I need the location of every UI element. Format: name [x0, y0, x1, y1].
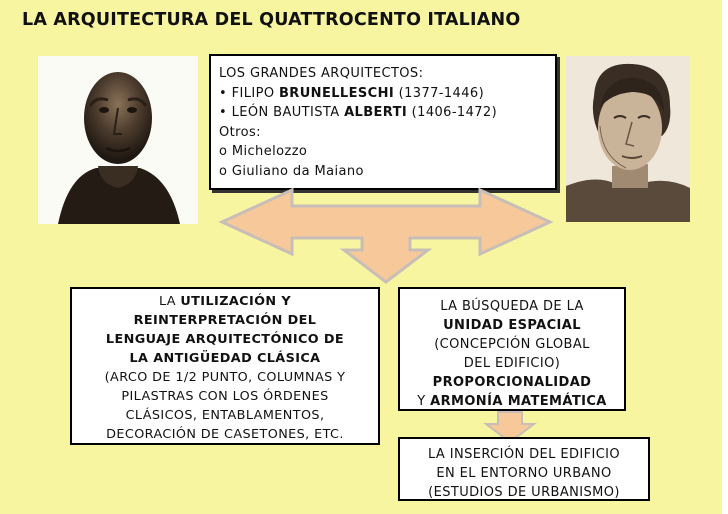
bullet-text: • FILIPO — [219, 85, 279, 101]
urban-line: EN EL ENTORNO URBANO — [436, 466, 612, 481]
unity-line: LA BÚSQUEDA DE LA — [440, 299, 584, 314]
language-line — [72, 292, 378, 311]
alberti-dates: (1406-1472) — [407, 105, 498, 120]
spatial-unity-box — [398, 287, 626, 411]
architects-box — [209, 54, 557, 190]
language-bold: REINTERPRETACIÓN DEL — [133, 313, 317, 328]
branching-arrow — [196, 186, 576, 286]
language-line — [72, 311, 378, 330]
language-line: DECORACIÓN DE CASETONES, ETC. — [106, 427, 344, 442]
unity-bold: PROPORCIONALIDAD — [432, 375, 592, 390]
brunelleschi-dates: (1377-1446) — [394, 85, 485, 101]
language-line: PILASTRAS CON LOS ÓRDENES — [121, 389, 329, 404]
page-title: LA ARQUITECTURA DEL QUATTROCENTO ITALIANO — [22, 10, 521, 30]
language-prefix: LA — [158, 294, 181, 309]
unity-prefix: Y — [417, 394, 431, 409]
unity-bold: UNIDAD ESPACIAL — [443, 318, 581, 333]
classical-language-box — [70, 287, 380, 445]
unity-line — [400, 316, 624, 335]
brunelleschi-portrait — [38, 56, 198, 224]
language-line: CLÁSICOS, ENTABLAMENTOS, — [125, 408, 325, 423]
language-bold: UTILIZACIÓN Y — [180, 294, 292, 309]
urban-line: (ESTUDIOS DE URBANISMO) — [428, 485, 620, 500]
language-line — [72, 330, 378, 349]
arrow-shape — [222, 190, 550, 282]
alberti-portrait — [566, 56, 690, 222]
unity-line — [400, 373, 624, 392]
urban-line: LA INSERCIÓN DEL EDIFICIO — [427, 447, 621, 462]
other-architect: o Giuliano da Maiano — [219, 163, 364, 179]
unity-bold: ARMONÍA MATEMÁTICA — [430, 394, 607, 409]
brunelleschi-name: BRUNELLESCHI — [279, 85, 395, 101]
language-bold: LENGUAJE ARQUITECTÓNICO DE — [105, 332, 345, 347]
unity-line: DEL EDIFICIO) — [463, 356, 561, 371]
language-line: (ARCO DE 1/2 PUNTO, COLUMNAS Y — [104, 370, 346, 385]
unity-line: (CONCEPCIÓN GLOBAL — [434, 337, 590, 352]
language-line — [72, 349, 378, 368]
urban-context-box — [398, 437, 650, 501]
language-bold: LA ANTIGÜEDAD CLÁSICA — [129, 351, 321, 366]
brunelleschi-line — [219, 84, 555, 104]
bullet-text: • LEÓN BAUTISTA — [219, 105, 345, 120]
alberti-name: ALBERTI — [344, 105, 408, 120]
architects-header: LOS GRANDES ARQUITECTOS: — [219, 66, 424, 81]
alberti-line — [219, 103, 555, 123]
other-architect: o Michelozzo — [219, 144, 308, 159]
unity-line — [400, 392, 624, 411]
others-label: Otros: — [219, 124, 261, 140]
